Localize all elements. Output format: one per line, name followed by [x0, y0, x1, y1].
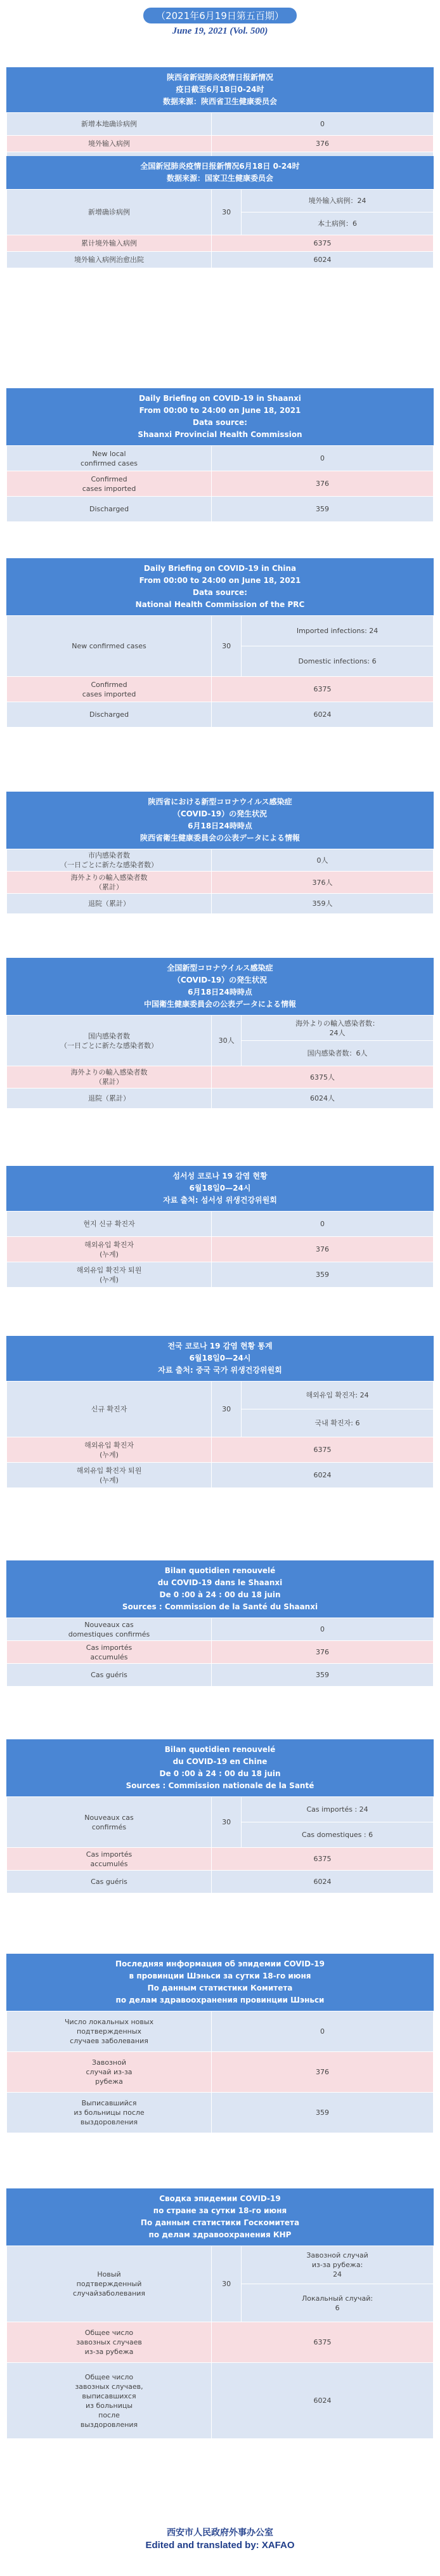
table-row — [7, 497, 434, 522]
row-label: Nouveaux cas domestiques confirmés — [7, 1618, 212, 1641]
new-cases-label: 신규 확진자 — [7, 1382, 212, 1437]
row-label: 境外输入病例治愈出院 — [7, 252, 212, 268]
issue-subtitle: June 19, 2021 (Vol. 500) — [172, 26, 268, 36]
domestic-sub: Локальный случай: 6 — [242, 2284, 434, 2322]
row-label: 해외유입 확진자 퇴원 (누계) — [7, 1262, 212, 1288]
row-value: 359 — [212, 2093, 434, 2133]
row-label: Общее число завозных случаев из-за рубежа — [7, 2322, 212, 2363]
new-cases-label: 国内感染者数 （一日ごとに新たな感染者数） — [7, 1016, 212, 1066]
fr-shaanxi-section — [6, 1560, 434, 1687]
stats-table — [6, 1211, 434, 1288]
stats-table — [6, 445, 434, 522]
stats-table — [6, 849, 434, 914]
section-header — [6, 1336, 434, 1381]
header-line: （COVID-19）の発生状況 — [172, 976, 268, 984]
domestic-sub: 国内感染者数：6人 — [242, 1041, 434, 1066]
en-shaanxi-section — [6, 388, 434, 522]
table-row — [7, 1262, 434, 1288]
header-line: Daily Briefing on COVID-19 in China — [143, 564, 297, 573]
row-value: 0 — [212, 446, 434, 471]
table-row — [7, 872, 434, 894]
en-china-section — [6, 558, 434, 728]
table-row — [7, 1212, 434, 1237]
section-header — [6, 388, 434, 445]
row-label: Общее число завозных случаев, выписавшихся из больницы после выздоровления — [7, 2363, 212, 2439]
row-label: Confirmed cases imported — [7, 677, 212, 702]
new-cases-total: 30 — [212, 1382, 242, 1437]
imported-sub: 境外输入病例：24 — [242, 190, 434, 212]
header-line: De 0 :00 à 24 : 00 du 18 juin — [159, 1590, 281, 1599]
row-value: 359人 — [212, 894, 434, 914]
section-header — [6, 558, 434, 615]
table-row — [7, 1848, 434, 1871]
row-value: 376 — [212, 471, 434, 497]
header-line: 6월18일0—24시 — [189, 1184, 251, 1193]
row-value: 6375 — [212, 2322, 434, 2363]
header-line: 섬서성 코로나 19 감염 현황 — [172, 1172, 268, 1180]
table-row — [7, 894, 434, 914]
row-value: 6375 — [212, 1437, 434, 1463]
stats-table — [6, 2246, 434, 2439]
stats-table — [6, 615, 434, 728]
header-line: 전국 코로나 19 감염 현황 통계 — [167, 1342, 273, 1350]
header-line: Сводка эпидемии COVID-19 — [159, 2194, 281, 2203]
row-value: 0 — [212, 113, 434, 136]
table-row — [7, 113, 434, 136]
header-line: 陕西省衛生健康委員会の公表データによる情報 — [139, 834, 300, 842]
section-header — [6, 792, 434, 849]
table-row — [7, 1618, 434, 1641]
table-row — [7, 2093, 434, 2133]
imported-sub: 海外よりの輸入感染者数： 24人 — [242, 1016, 434, 1041]
row-label: Discharged — [7, 702, 212, 728]
imported-sub: Imported infections: 24 — [242, 616, 434, 646]
header-line: по делам здравоохранения провинции Шэньси — [115, 1996, 325, 2004]
row-value: 376人 — [212, 872, 434, 894]
header-line: Sources : Commission nationale de la Santé — [126, 1781, 314, 1790]
footer-org: 西安市人民政府外事办公室 — [167, 2528, 273, 2538]
stats-table — [6, 1618, 434, 1687]
new-cases-total: 30 — [212, 1797, 242, 1848]
header-line: По данным статистики Госкомитета — [140, 2218, 300, 2227]
section-header — [6, 1739, 434, 1796]
row-value: 6024 — [212, 702, 434, 728]
header-line: 疫日截至6月18日0-24时 — [176, 85, 264, 94]
row-value: 0 — [212, 1618, 434, 1641]
row-label: 현지 신규 확진자 — [7, 1212, 212, 1237]
domestic-sub: Cas domestiques : 6 — [242, 1822, 434, 1848]
row-label: 退院（累計） — [7, 1089, 212, 1109]
stats-table — [6, 1796, 434, 1893]
table-row — [7, 2246, 434, 2284]
imported-sub: Cas importés : 24 — [242, 1797, 434, 1822]
table-row — [7, 1382, 434, 1409]
row-value: 6024 — [212, 1871, 434, 1893]
header-line: По данным статистики Комитета — [147, 1984, 293, 1992]
zh-china-section — [6, 156, 434, 268]
table-row — [7, 1641, 434, 1664]
table-row — [7, 1066, 434, 1089]
table-row — [7, 2011, 434, 2052]
header-line: （COVID-19）の発生状況 — [172, 809, 268, 818]
header-line: Daily Briefing on COVID-19 in Shaanxi — [139, 394, 301, 403]
new-cases-total: 30 — [212, 2246, 242, 2322]
row-value: 6375 — [212, 1848, 434, 1871]
section-header — [6, 1954, 434, 2011]
table-row — [7, 2052, 434, 2093]
footer-credit: Edited and translated by: XAFAO — [145, 2540, 295, 2551]
row-value: 359 — [212, 1664, 434, 1687]
header-line: National Health Commission of the PRC — [135, 600, 305, 609]
table-row — [7, 252, 434, 268]
new-cases-label: New confirmed cases — [7, 616, 212, 677]
row-label: New local confirmed cases — [7, 446, 212, 471]
row-value: 0人 — [212, 849, 434, 872]
header-line: du COVID-19 en Chine — [172, 1757, 268, 1766]
table-row — [7, 1237, 434, 1262]
date-pill: （2021年6月19日第五百期） — [143, 8, 297, 23]
row-value: 359 — [212, 1262, 434, 1288]
row-label: 退院（累計） — [7, 894, 212, 914]
header-line: в провинции Шэньси за сутки 18-го июня — [129, 1971, 311, 1980]
ru-shaanxi-section — [6, 1954, 434, 2133]
domestic-sub: 本土病例：6 — [242, 212, 434, 235]
section-header — [6, 2188, 434, 2246]
row-label: Cas guéris — [7, 1871, 212, 1893]
row-label: 新增本地确诊病例 — [7, 113, 212, 136]
row-label: 市内感染者数 （一日ごとに新たな感染者数） — [7, 849, 212, 872]
new-cases-total: 30 — [212, 616, 242, 677]
header-line: 中国衛生健康委員会の公表データによる情報 — [143, 1000, 296, 1009]
table-row — [7, 1089, 434, 1109]
stats-table — [6, 1015, 434, 1109]
header-line: Последняя информация об эпидемии COVID-19 — [115, 1959, 325, 1968]
header-line: Data source: — [193, 418, 247, 427]
table-row — [7, 190, 434, 212]
table-row — [7, 2322, 434, 2363]
table-row — [7, 1016, 434, 1041]
row-value: 6024 — [212, 2363, 434, 2439]
header-line: 陕西省における新型コロナウイルス感染症 — [148, 797, 292, 806]
header-line: Bilan quotidien renouvelé — [164, 1745, 276, 1754]
table-row — [7, 702, 434, 728]
stats-table — [6, 1381, 434, 1488]
domestic-sub: Domestic infections: 6 — [242, 646, 434, 677]
header-line: 자료 출처: 중국 국가 위생건강위원회 — [158, 1366, 282, 1375]
row-label: Confirmed cases imported — [7, 471, 212, 497]
header-line: Shaanxi Provincial Health Commission — [138, 430, 302, 439]
row-label: Discharged — [7, 497, 212, 522]
row-value: 376 — [212, 1237, 434, 1262]
table-row — [7, 1463, 434, 1488]
table-row — [7, 1871, 434, 1893]
header-line: Data source: — [193, 588, 247, 597]
ja-shaanxi-section — [6, 792, 434, 914]
table-row — [7, 2363, 434, 2439]
table-row — [7, 471, 434, 497]
row-value: 6024 — [212, 1463, 434, 1488]
header-line: du COVID-19 dans le Shaanxi — [157, 1578, 283, 1587]
row-label: Cas importés accumulés — [7, 1848, 212, 1871]
imported-sub: 해외유입 확진자: 24 — [242, 1382, 434, 1409]
new-cases-total: 30人 — [212, 1016, 242, 1066]
new-cases-total: 30 — [212, 190, 242, 235]
header-line: 6월18일0—24시 — [189, 1354, 251, 1363]
zh-shaanxi-section — [6, 67, 434, 169]
header-line: 全国新冠肺炎疫情日报新情况6月18日 0-24时 — [140, 162, 300, 171]
new-cases-label: 新增确诊病例 — [7, 190, 212, 235]
ru-china-section — [6, 2188, 434, 2439]
header-line: From 00:00 to 24:00 on June 18, 2021 — [139, 406, 301, 415]
table-row — [7, 1797, 434, 1822]
row-label: 海外よりの輸入感染者数 （累計） — [7, 1066, 212, 1089]
row-label: Выписавшийся из больницы после выздоровления — [7, 2093, 212, 2133]
ko-shaanxi-section — [6, 1166, 434, 1288]
row-label: 해외유입 확진자 (누계) — [7, 1237, 212, 1262]
new-cases-label: Nouveaux cas confirmés — [7, 1797, 212, 1848]
section-header — [6, 67, 434, 112]
header-line: 数据来源：国家卫生健康委员会 — [166, 174, 273, 183]
footer — [0, 2526, 440, 2551]
row-value: 6024 — [212, 252, 434, 268]
header-line: 자료 출처: 섬서성 위생건강위원회 — [163, 1196, 277, 1205]
header-line: De 0 :00 à 24 : 00 du 18 juin — [159, 1769, 281, 1778]
row-value: 376 — [212, 1641, 434, 1664]
table-row — [7, 136, 434, 152]
row-label: 累计境外输入病例 — [7, 235, 212, 252]
row-label: Cas guéris — [7, 1664, 212, 1687]
row-label: Cas importés accumulés — [7, 1641, 212, 1664]
row-value: 6024人 — [212, 1089, 434, 1109]
table-row — [7, 235, 434, 252]
table-row — [7, 1437, 434, 1463]
header-line: From 00:00 to 24:00 on June 18, 2021 — [139, 576, 301, 585]
ko-china-section — [6, 1336, 434, 1488]
table-row — [7, 446, 434, 471]
header-line: 全国新型コロナウイルス感染症 — [167, 964, 273, 972]
row-label: Число локальных новых подтвержденных случаев заболевания — [7, 2011, 212, 2052]
header-line: 6月18日24時時点 — [188, 988, 252, 997]
imported-sub: Завозной случай из-за рубежа: 24 — [242, 2246, 434, 2284]
row-label: 해외유입 확진자 퇴원 (누계) — [7, 1463, 212, 1488]
fr-china-section — [6, 1739, 434, 1893]
row-label: 海外よりの輸入感染者数 （累計） — [7, 872, 212, 894]
row-value: 0 — [212, 1212, 434, 1237]
row-label: 境外输入病例 — [7, 136, 212, 152]
row-label: 해외유입 확진자 (누계) — [7, 1437, 212, 1463]
new-cases-label: Новый подтвержденный случайзаболевания — [7, 2246, 212, 2322]
table-row — [7, 616, 434, 646]
section-header — [6, 156, 434, 189]
header-line: 数据来源：陕西省卫生健康委员会 — [162, 97, 277, 106]
row-value: 376 — [212, 2052, 434, 2093]
section-header — [6, 958, 434, 1015]
row-value: 6375人 — [212, 1066, 434, 1089]
header-line: Sources : Commission de la Santé du Shaanxi — [122, 1602, 318, 1611]
row-value: 359 — [212, 497, 434, 522]
row-value: 6375 — [212, 677, 434, 702]
header-line: 6月18日24時時点 — [188, 821, 252, 830]
section-header — [6, 1166, 434, 1211]
header-line: 陕西省新冠肺炎疫情日报新情况 — [166, 73, 273, 82]
ja-china-section — [6, 958, 434, 1109]
row-label: Завозной случай из-за рубежа — [7, 2052, 212, 2093]
table-row — [7, 1664, 434, 1687]
stats-table — [6, 2011, 434, 2133]
header-line: Bilan quotidien renouvelé — [164, 1566, 276, 1575]
stats-table — [6, 189, 434, 268]
header-line: по стране за сутки 18-го июня — [153, 2206, 287, 2215]
top-banner — [0, 0, 440, 37]
row-value: 0 — [212, 2011, 434, 2052]
row-value: 376 — [212, 136, 434, 152]
table-row — [7, 677, 434, 702]
domestic-sub: 국내 확진자: 6 — [242, 1409, 434, 1437]
table-row — [7, 849, 434, 872]
section-header — [6, 1560, 434, 1618]
row-value: 6375 — [212, 235, 434, 252]
header-line: по делам здравоохранения КНР — [148, 2230, 292, 2239]
